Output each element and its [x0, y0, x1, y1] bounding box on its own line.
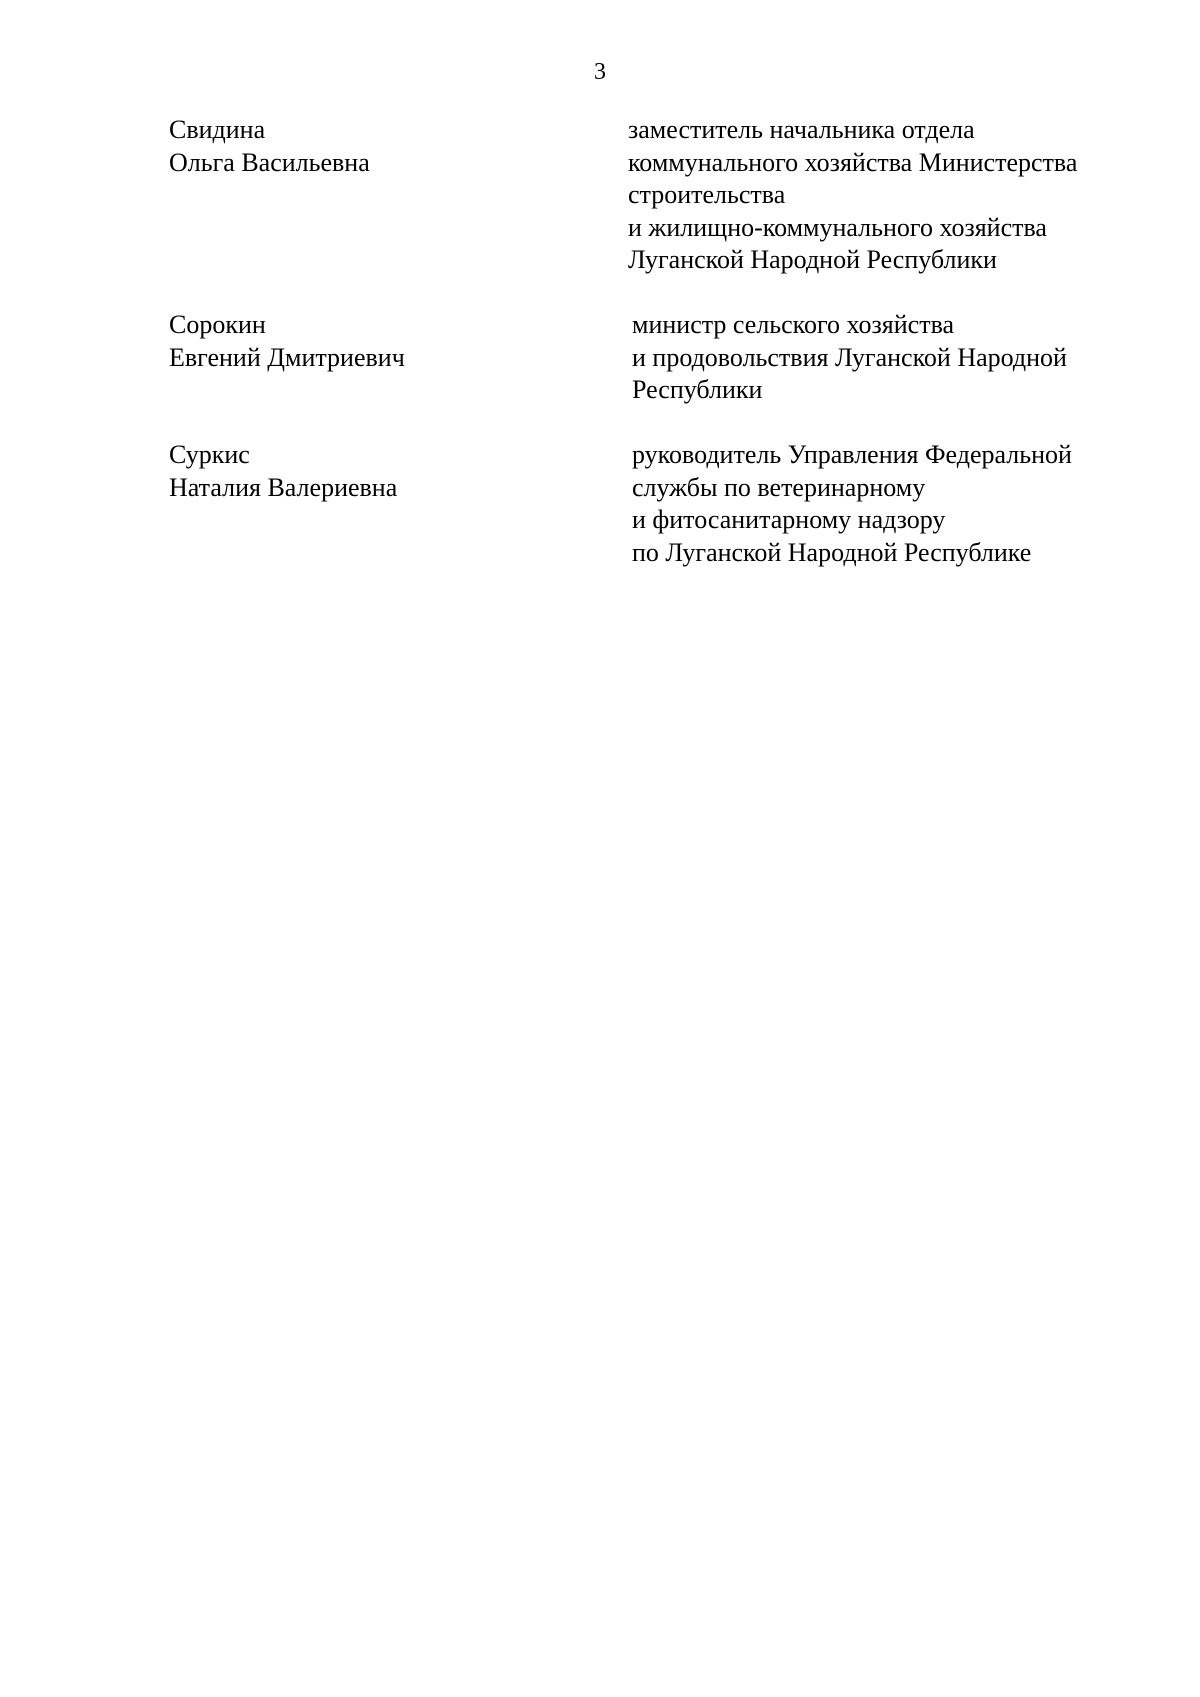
position-line: заместитель начальника отдела — [628, 115, 975, 144]
member-position — [628, 114, 1188, 277]
member-name — [169, 114, 589, 179]
member-surname: Свидина — [169, 115, 266, 144]
position-line: коммунального хозяйства Министерства — [628, 147, 1078, 177]
position-line: руководитель Управления Федеральной — [632, 440, 1072, 469]
position-line: по Луганской Народной Республике — [632, 537, 1032, 567]
page-number: 3 — [594, 59, 606, 85]
member-name — [169, 309, 589, 374]
position-line: и фитосанитарному надзору — [632, 505, 946, 534]
member-surname: Сорокин — [169, 310, 266, 339]
member-given-names: Наталия Валериевна — [169, 472, 398, 502]
position-line: Луганской Народной Республики — [628, 245, 997, 274]
member-given-names: Евгений Дмитриевич — [169, 342, 405, 372]
position-line: министр сельского хозяйства — [632, 310, 955, 339]
position-line: и жилищно-коммунального хозяйства — [628, 212, 1047, 242]
member-position — [632, 439, 1192, 569]
member-surname: Суркис — [169, 440, 250, 469]
position-line: и продовольствия Луганской Народной — [632, 342, 1067, 372]
position-line: службы по ветеринарному — [632, 472, 926, 502]
position-line: строительства — [628, 180, 786, 209]
member-position — [632, 309, 1192, 407]
member-given-names: Ольга Васильевна — [169, 147, 370, 177]
position-line: Республики — [632, 375, 763, 404]
member-name — [169, 439, 589, 504]
